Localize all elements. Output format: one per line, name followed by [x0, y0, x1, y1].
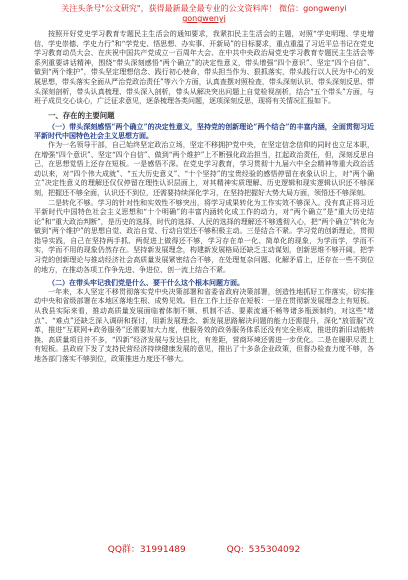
subsection-heading-2: （二）在带头牢记我们党是什么、要干什么这个根本问题方面。 [48, 278, 244, 288]
qq-text: QQ: 535304092 [226, 545, 301, 555]
promo-banner [0, 4, 408, 24]
subsection-1-paragraph-2: 二是转化不够。学习的针对性和实效性不够突出，将学习成果转化为工作实效不够深入。没有真正将习近平新时代中国特色社会主义思想和“十个明确”的丰富内涵转化成工作的动力，对“两个确立”是“重大历史结论”和“重大政治判断”，是历史的选择，时代的选择、人民的选择的理解还不够透彻入心，把“两个确立”转化为做到“两个维护”的思想自觉、政治自觉、行动自觉还不够积极主动。三是结合不紧。学习党的创新理论，贯彻指导实践，自己在坚持两手抓、两促进上做得还不够，学习存在单一化、简单化的现象，为学而学，学而不实，学而不用的现象仍然存在。坚持新发展理念，构建新发展格局还缺乏主动谋划，创新思维不够开阔，把学习党的创新理论与推动经济社会高质量发展紧密结合不够，在处理复杂问题、化解矛盾上，还存在一些不到位的地方，在推动各项工作争先进、争进位、创一流上结合不紧。 [34, 198, 374, 274]
intro-paragraph: 按照开好党史学习教育专题民主生活会的通知要求，我紧扣民主生活会的主题，对照“学史明理、学史增信、学史崇德、学史力行”和“学党史、悟思想、办实事、开新局”的目标要求，重点重温了习近平总书记在党史学习教育动员大会、在庆祝中国共产党成立一百周年大会、在中共中央政治局党史学习教育专题民主生活会等系列重要讲话精神，围绕“带头深刻感悟“两个确立”的决定性意义，带头增强“四个意识”、坚定“四个自信”、做到“两个维护”，带头坚定理想信念、践行初心使命，带头担当作为、狠抓落实，带头践行以人民为中心的发展思想，带头落实全面从严治党政治责任”等六个方面，认真查摆对照检查，带头深刻认识、带头深刻反思、带头深刻剖析，带头认真梳理、带头深入剖析，带头从解决突出问题上自觉检视剖析，结合“五个带头”方面，与班子成员交心谈心，广泛征求意见，逐条梳理各类问题，逐项深刻反思，现将有关情况汇报如下。 [34, 30, 374, 106]
qq-group-text: QQ群：31991489 [107, 545, 186, 555]
subsection-1-paragraph-1: 作为一名领导干部，自己始终坚定政治立场，坚定不移拥护党中央，在坚定信念信仰的同时也立足本职，在增强“四个意识”、坚定“四个自信”、做到“两个维护”上不断强化政治担当，扛起政治责任，但，深刻反思自己，在思想觉悟上还存在短板。一是感悟不深。在党史学习教育，学习贯彻十九届六中全会精神等重大政治活动以来，对“四个伟大成就”、“五大历史意义”、“十个坚持”的宝贵经验的感悟停留在表象认识上，对“两个确立”决定性意义的理解还仅仅停留在理性认识层面上，对其精神实质理解、历史逻辑和现实逻辑认识还不够深刻，把握还不够全面，认识还不到位，还需要持续深化学习，在坚持把握好大势大局方面，领悟还不够深刻。 [34, 140, 374, 197]
document-body [34, 30, 374, 365]
promo-banner-line2: gongwenyj [182, 14, 226, 23]
promo-banner-line1: 关注头条号"公文研究"，获得最新最全最专业的公文资料库！ 微信：gongwenyi [61, 4, 347, 13]
subsection-heading-1: （一）带头深刻感悟“两个确立”的决定性意义，坚持党的创新理论“两个结合”的丰富内涵，全面贯彻习近平新时代中国特色社会主义思想方面。 [34, 121, 374, 141]
section-heading: 一、存在的主要问题 [48, 110, 115, 120]
contact-footer [0, 542, 408, 555]
subsection-2-paragraph-1: 一年来，本人坚定不移贯彻落实党中央决策部署和省委省政府决策部署，创造性地抓好工作落实，切实推动中央和省级部署在本地区落地生根、成势见效。但在工作上还存在短板：一是在贯彻新发展理念上有短板。从我县实际来看，推动高质量发展面临着体制不顺、机制不活、要素流通不畅等诸多瓶颈制约，对这些“堵点”、“难点”还缺乏深入调研和探讨，用新发展理念、新发展思路解决问题的能力还需提升，深化“放管服”改革，推进“互联网+政务服务”还需要加大力度，使服务效的政务服务体系还没有完全形成，推进的新旧动能转换、高质量项目并不多，“四新”经济发展与发达县比，有差距，营商环境还需进一步优化。二是在履职尽责上有短板。县政府下发了支持民营经济持续健康发展的意见，推出了十多条企业政策，但督办检查力度不够，各地各部门落实不够到位，政策推进力度还不够大。 [34, 287, 374, 363]
